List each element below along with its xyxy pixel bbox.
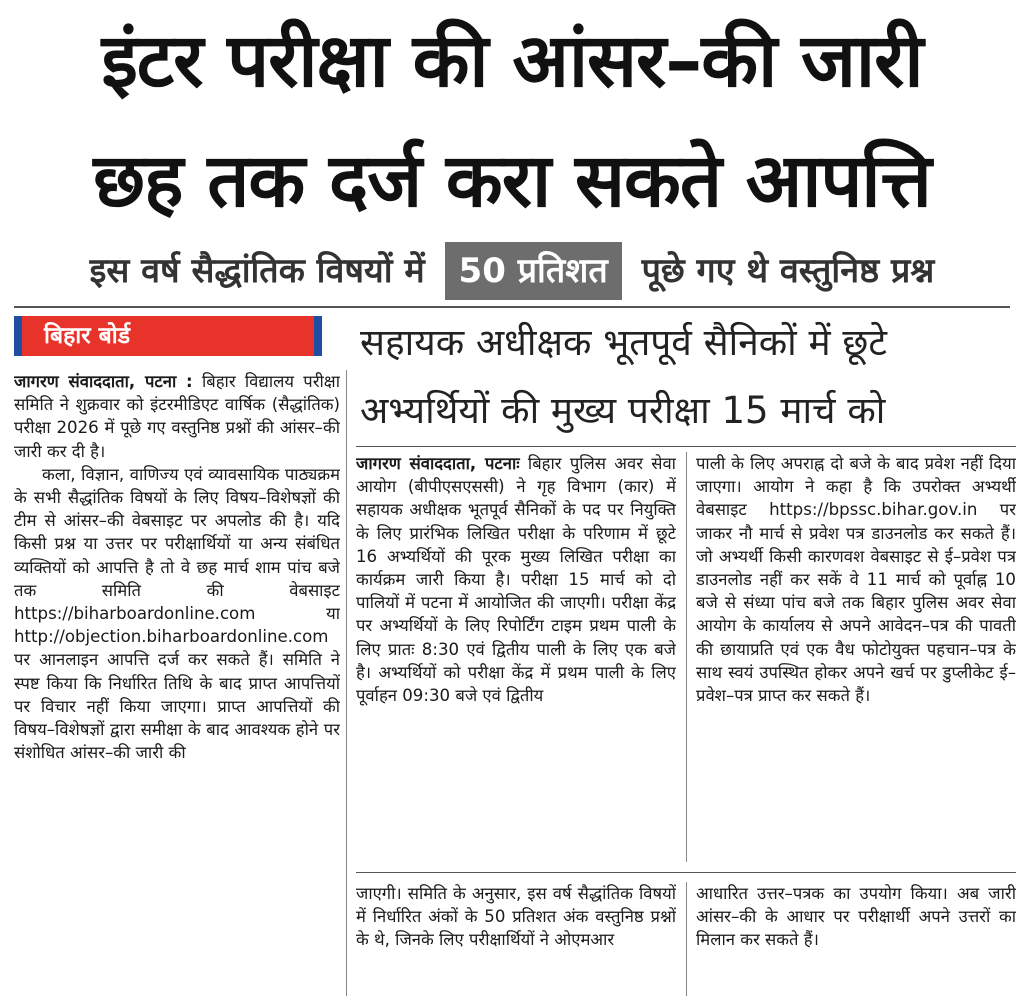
left-paragraph-1: बिहार विद्यालय परीक्षा समिति ने शुक्रवार को इंटरमीडिएट वार्षिक (सैद्धांतिक) परीक्षा 2026 में पूछे गए वस्तुनिष्ठ प्रश्नों की आंसर–की जारी कर दी है।: [14, 372, 340, 461]
continuation-column-2: [696, 882, 1016, 996]
story2-headline-line-1: सहायक अधीक्षक भूतपूर्व सैनिकों में छूटे: [360, 321, 888, 364]
headline-line-2: छह तक दर्ज करा सकते आपत्ति: [93, 138, 931, 224]
left-byline: जागरण संवाददाता, पटना :: [14, 372, 193, 391]
left-paragraph-2: कला, विज्ञान, वाणिज्य एवं व्यावसायिक पाठ्यक्रम के सभी सैद्धांतिक विषयों के लिए विषय–विशेषज्ञों की टीम से आंसर–की वेबसाइट पर अपलोड की है। यदि किसी प्रश्न या उत्तर पर परीक्षार्थियों या अन्य संबंधित व्यक्तियों को आपत्ति है तो वे छह मार्च शाम पांच बजे तक समिति की वेबसाइट https://biharboardonline.com या http://objection.biharboardonline.com पर आनलाइन आपत्ति दर्ज कर सकते हैं। समिति ने स्पष्ट किया कि निर्धारित तिथि के बाद प्राप्त आपत्तियों पर विचार नहीं किया जाएगा। प्राप्त आपत्तियों की विषय–विशेषज्ञों द्वारा समीक्षा के बाद आवश्यक होने पर संशोधित आंसर–की जारी की: [14, 464, 340, 763]
divider-story2: [356, 446, 1016, 447]
continuation-paragraph-2: आधारित उत्तर–पत्रक का उपयोग किया। अब जारी आंसर–की के आधार पर परीक्षार्थी अपने उत्तरों का मिलान कर सकते हैं।: [696, 884, 1016, 950]
divider-continuation: [356, 872, 1016, 873]
section-tag-bihar-board: बिहार बोर्ड: [14, 316, 314, 356]
story2-headline-line-2: अभ्यर्थियों की मुख्य परीक्षा 15 मार्च को: [360, 389, 886, 432]
story2-paragraph-1: बिहार पुलिस अवर सेवा आयोग (बीपीएसएससी) ने गृह विभाग (कार) में सहायक अधीक्षक भूतपूर्व सैनिकों के पद पर नियुक्ति के लिए प्रारंभिक लिखित परीक्षा के परिणाम में छूटे 16 अभ्यर्थियों की पूरक मुख्य लिखित परीक्षा का कार्यक्रम जारी किया है। परीक्षा 15 मार्च को दो पालियों में पटना में आयोजित की जाएगी। परीक्षा केंद्र पर अभ्यर्थियों के लिए रिपोर्टिंग टाइम प्रथम पाली के लिए प्रातः 8:30 एवं द्वितीय पाली के लिए एक बजे है। अभ्यर्थियों को परीक्षा केंद्र में प्रथम पाली के लिए पूर्वाहन 09:30 बजे एवं द्वितीय: [356, 454, 676, 706]
story2-column-1: [356, 452, 676, 862]
headline-line-1: इंटर परीक्षा की आंसर–की जारी: [101, 18, 923, 104]
story2-byline: जागरण संवाददाता, पटनाः: [356, 454, 520, 473]
column-separator-story2: [686, 452, 687, 862]
subhead-before: इस वर्ष सैद्धांतिक विषयों में: [89, 251, 425, 291]
divider-top: [14, 306, 1010, 308]
continuation-column-1: [356, 882, 676, 996]
continuation-paragraph-1: जाएगी। समिति के अनुसार, इस वर्ष सैद्धांतिक विषयों में निर्धारित अंकों के 50 प्रतिशत अंक वस्तुनिष्ठ प्रश्नों के थे, जिनके लिए परीक्षार्थियों ने ओएमआर: [356, 884, 676, 950]
column-separator-continuation: [686, 882, 687, 996]
story2-paragraph-2: पाली के लिए अपराह्न दो बजे के बाद प्रवेश नहीं दिया जाएगा। आयोग ने कहा है कि उपरोक्त अभ्यर्थी वेबसाइट https://bpssc.bihar.gov.in पर जाकर नौ मार्च से प्रवेश पत्र डाउनलोड कर सकते हैं। जो अभ्यर्थी किसी कारणवश वेबसाइट से ई–प्रवेश पत्र डाउनलोड नहीं कर सकें वे 11 मार्च को पूर्वाह्न 10 बजे से संध्या पांच बजे तक बिहार पुलिस अवर सेवा आयोग के कार्यालय से अपने आवेदन–पत्र की पावती की छायाप्रति एवं एक वैध फोटोयुक्त पहचान–पत्र के साथ स्वयं उपस्थित होकर अपने खर्च पर डुप्लीकेट ई–प्रवेश–पत्र प्राप्त कर सकते हैं।: [696, 454, 1016, 706]
subheadline: [0, 240, 1024, 302]
column-separator-left: [346, 370, 347, 996]
subhead-after: पूछे गए थे वस्तुनिष्ठ प्रश्न: [641, 251, 935, 291]
left-column-article: [14, 370, 340, 996]
story2-column-2: [696, 452, 1016, 862]
subhead-highlight-box: 50 प्रतिशत: [445, 242, 622, 300]
